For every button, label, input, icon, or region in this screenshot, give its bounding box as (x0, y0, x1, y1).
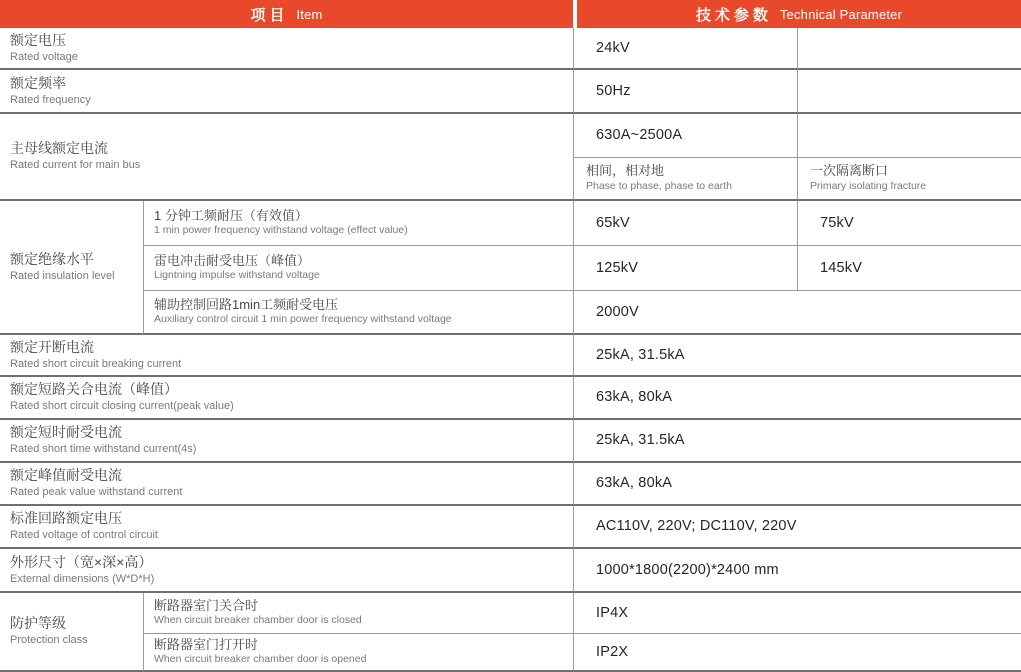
rated-voltage-empty-cell (797, 28, 1021, 70)
protection-zh: 防护等级 (10, 615, 66, 632)
peak-current-value (573, 463, 1021, 506)
lightning-impulse-phase-value-text: 125kV (596, 259, 639, 276)
door-opened-en: When circuit breaker chamber door is opened (154, 653, 367, 666)
main-bus-current-en: Rated current for main bus (10, 159, 141, 172)
row-auxiliary-circuit-label (143, 291, 573, 335)
dimensions-en: External dimensions (W*D*H) (10, 572, 155, 585)
control-voltage-en: Rated voltage of control circuit (10, 529, 158, 542)
header-item-en: Item (296, 6, 323, 22)
lightning-impulse-fracture-value-text: 145kV (820, 259, 863, 276)
main-bus-current-zh: 主母线额定电流 (10, 140, 108, 157)
rated-voltage-en: Rated voltage (10, 50, 78, 63)
power-frequency-fracture-value-text: 75kV (820, 214, 854, 231)
dimensions-value (573, 549, 1021, 593)
door-opened-zh: 断路器室门打开时 (154, 636, 259, 652)
phase-to-phase-en: Phase to phase, phase to earth (586, 179, 732, 192)
closing-current-en: Rated short circuit closing current(peak value) (10, 400, 234, 413)
power-frequency-fracture-value (797, 201, 1021, 246)
peak-current-value-text: 63kA, 80kA (596, 475, 673, 491)
group-rated-insulation-level (0, 201, 143, 335)
power-frequency-withstand-en: 1 min power frequency withstand voltage (effect value) (154, 224, 408, 237)
door-closed-value-text: IP4X (596, 604, 629, 621)
short-time-current-en: Rated short time withstand current(4s) (10, 443, 197, 456)
door-closed-en: When circuit breaker chamber door is closed (154, 614, 362, 627)
subheader-phase-to-phase (573, 158, 797, 201)
insulation-en: Rated insulation level (10, 269, 115, 282)
row-lightning-impulse-label (143, 246, 573, 291)
row-rated-frequency-label (0, 70, 573, 114)
power-frequency-phase-value-text: 65kV (596, 214, 630, 231)
row-control-voltage-label (0, 506, 573, 549)
dimensions-value-text: 1000*1800(2200)*2400 mm (596, 561, 779, 578)
primary-isolating-zh: 一次隔离断口 (810, 163, 889, 179)
closing-current-zh: 额定短路关合电流（峰值） (10, 381, 178, 398)
breaking-current-en: Rated short circuit breaking current (10, 357, 182, 370)
row-door-closed-label (143, 593, 573, 634)
auxiliary-circuit-zh: 辅助控制回路1min工频耐受电压 (154, 296, 339, 312)
door-closed-value (573, 593, 1021, 634)
row-rated-voltage-label (0, 28, 573, 70)
auxiliary-circuit-value (573, 291, 1021, 335)
closing-current-value-text: 63kA, 80kA (596, 389, 673, 405)
dimensions-zh: 外形尺寸（宽×深×高） (10, 553, 153, 570)
peak-current-en: Rated peak value withstand current (10, 486, 183, 499)
lightning-impulse-phase-value (573, 246, 797, 291)
short-time-current-zh: 额定短时耐受电流 (10, 424, 122, 441)
breaking-current-value-text: 25kA, 31.5kA (596, 346, 685, 363)
power-frequency-withstand-zh: 1 分钟工频耐压（有效值） (154, 207, 308, 223)
header-item-zh: 项目 (250, 6, 289, 24)
peak-current-zh: 额定峰值耐受电流 (10, 467, 122, 484)
lightning-impulse-zh: 雷电冲击耐受电压（峰值） (154, 252, 311, 268)
breaking-current-value (573, 335, 1021, 377)
group-protection-class (0, 593, 143, 672)
main-bus-current-value (573, 114, 797, 158)
rated-voltage-value (573, 28, 797, 70)
control-voltage-value (573, 506, 1021, 549)
column-header-technical-parameter (573, 0, 1021, 28)
insulation-zh: 额定绝缘水平 (10, 250, 94, 267)
subheader-primary-isolating (797, 158, 1021, 201)
power-frequency-phase-value (573, 201, 797, 246)
control-voltage-value-text: AC110V, 220V; DC110V, 220V (596, 518, 797, 534)
rated-frequency-zh: 额定频率 (10, 74, 66, 91)
auxiliary-circuit-en: Auxiliary control circuit 1 min power frequency withstand voltage (154, 313, 452, 326)
phase-to-phase-zh: 相间，相对地 (586, 163, 665, 179)
breaking-current-zh: 额定开断电流 (10, 338, 94, 355)
primary-isolating-en: Primary isolating fracture (810, 179, 927, 192)
row-main-bus-current-label (0, 114, 573, 201)
rated-frequency-value-text: 50Hz (596, 82, 631, 99)
row-breaking-current-label (0, 335, 573, 377)
lightning-impulse-en: Ligntning impulse withstand voltage (154, 269, 320, 282)
row-dimensions-label (0, 549, 573, 593)
rated-voltage-zh: 额定电压 (10, 31, 66, 48)
short-time-current-value (573, 420, 1021, 463)
rated-frequency-value (573, 70, 797, 114)
door-opened-value-text: IP2X (596, 643, 629, 660)
row-door-opened-label (143, 634, 573, 672)
rated-frequency-en: Rated frequency (10, 93, 91, 106)
protection-en: Protection class (10, 634, 88, 647)
row-closing-current-label (0, 377, 573, 420)
rated-frequency-empty-cell (797, 70, 1021, 114)
control-voltage-zh: 标准回路额定电压 (10, 510, 122, 527)
rated-voltage-value-text: 24kV (596, 39, 630, 56)
header-param-en: Technical Parameter (779, 6, 903, 22)
main-bus-current-value-text: 630A~2500A (596, 127, 683, 143)
short-time-current-value-text: 25kA, 31.5kA (596, 432, 685, 448)
column-header-item (0, 0, 573, 28)
auxiliary-circuit-value-text: 2000V (596, 303, 639, 320)
row-power-frequency-withstand-label (143, 201, 573, 246)
lightning-impulse-fracture-value (797, 246, 1021, 291)
row-short-time-current-label (0, 420, 573, 463)
header-param-zh: 技术参数 (695, 6, 772, 24)
closing-current-value (573, 377, 1021, 420)
door-opened-value (573, 634, 1021, 672)
door-closed-zh: 断路器室门关合时 (154, 597, 259, 613)
row-peak-current-label (0, 463, 573, 506)
main-bus-current-empty-cell (797, 114, 1021, 158)
